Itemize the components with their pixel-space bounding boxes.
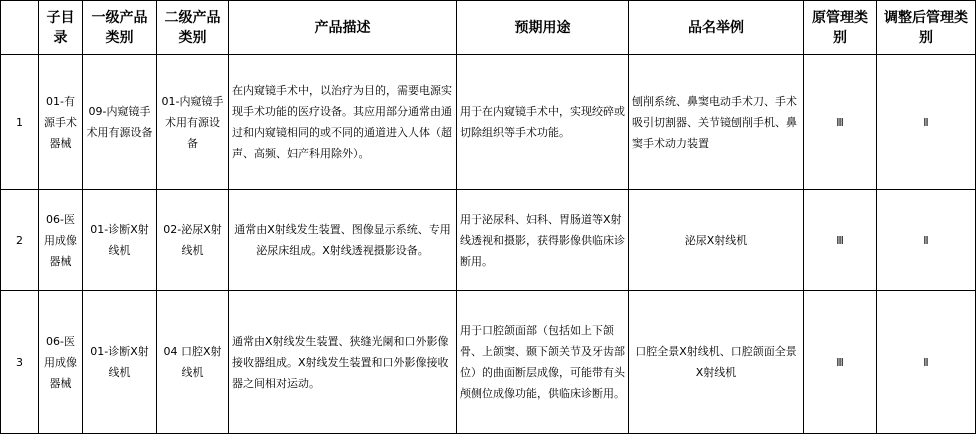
description-cell: 在内窥镜手术中，以治疗为目的，需要电源实现手术功能的医疗设备。其应用部分通常由通过和内窥镜相同的或不同的通道进入人体（超声、高频、妇产科用除外）。 [229,55,457,190]
examples-cell: 口腔全景X射线机、口腔颌面全景X射线机 [629,291,804,434]
header-subdirectory: 子目录 [39,1,83,55]
examples-cell: 刨削系统、鼻窦电动手术刀、手术吸引切割器、关节镜刨削手机、鼻窦手术动力装置 [629,55,804,190]
original-class-cell: Ⅲ [804,291,877,434]
category-level-2-cell: 01-内窥镜手术用有源设备 [157,55,229,190]
original-class-cell: Ⅲ [804,55,877,190]
table-row [1,291,976,434]
header-adjusted-class: 调整后管理类别 [877,1,976,55]
description-cell: 通常由X射线发生装置、狭缝光阑和口外影像接收器组成。X射线发生装置和口外影像接收器之间相对运动。 [229,291,457,434]
row-number: 1 [1,55,39,190]
intended-use-cell: 用于口腔颌面部（包括如上下颌骨、上颌窦、颞下颌关节及牙齿部位）的曲面断层成像，可能带有头颅侧位成像功能，供临床诊断用。 [457,291,629,434]
category-level-1-cell: 01-诊断X射线机 [83,291,157,434]
header-index [1,1,39,55]
header-original-class: 原管理类别 [804,1,877,55]
intended-use-cell: 用于泌尿科、妇科、胃肠道等X射线透视和摄影，获得影像供临床诊断用。 [457,190,629,291]
category-level-2-cell: 04 口腔X射线机 [157,291,229,434]
subdirectory-cell: 06-医用成像器械 [39,190,83,291]
description-cell: 通常由X射线发生装置、图像显示系统、专用泌尿床组成。X射线透视摄影设备。 [229,190,457,291]
row-number: 3 [1,291,39,434]
examples-cell: 泌尿X射线机 [629,190,804,291]
category-level-1-cell: 09-内窥镜手术用有源设备 [83,55,157,190]
row-number: 2 [1,190,39,291]
adjusted-class-cell: Ⅱ [877,291,976,434]
original-class-cell: Ⅲ [804,190,877,291]
adjusted-class-cell: Ⅱ [877,55,976,190]
header-examples: 品名举例 [629,1,804,55]
adjusted-class-cell: Ⅱ [877,190,976,291]
header-intended-use: 预期用途 [457,1,629,55]
header-category-level-1: 一级产品类别 [83,1,157,55]
category-level-1-cell: 01-诊断X射线机 [83,190,157,291]
header-row [1,1,976,55]
subdirectory-cell: 01-有源手术器械 [39,55,83,190]
header-description: 产品描述 [229,1,457,55]
intended-use-cell: 用于在内窥镜手术中，实现绞碎或切除组织等手术功能。 [457,55,629,190]
table-row [1,55,976,190]
header-category-level-2: 二级产品类别 [157,1,229,55]
subdirectory-cell: 06-医用成像器械 [39,291,83,434]
category-level-2-cell: 02-泌尿X射线机 [157,190,229,291]
table-row [1,190,976,291]
